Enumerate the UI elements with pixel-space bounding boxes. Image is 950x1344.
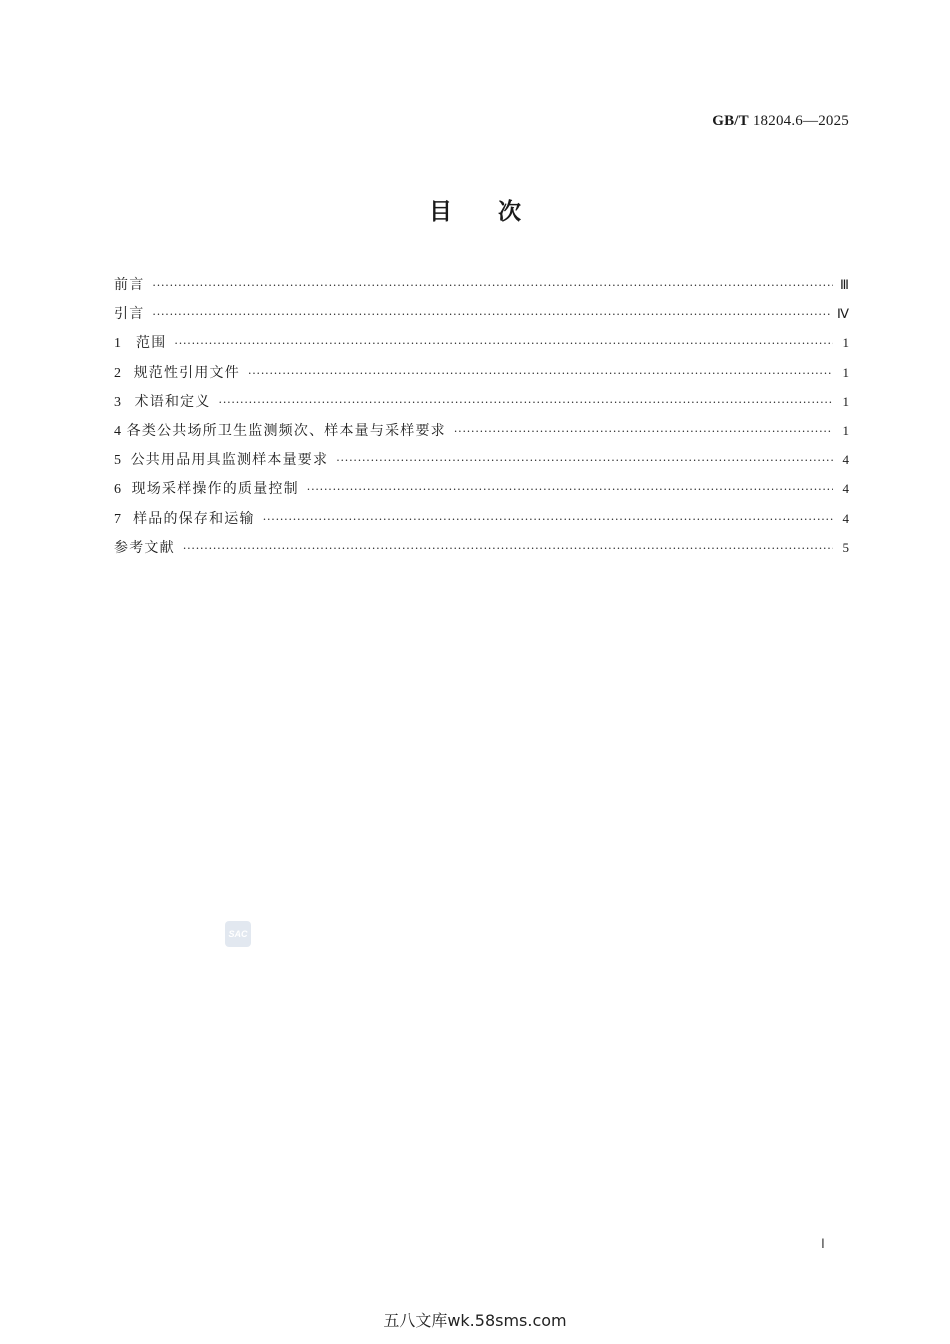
table-of-contents — [114, 270, 849, 562]
toc-entry[interactable] — [114, 504, 849, 533]
toc-leader-dots — [336, 446, 833, 475]
toc-entry-page: Ⅲ — [840, 277, 849, 292]
toc-entry-title: 样品的保存和运输 — [133, 510, 255, 527]
toc-entry[interactable] — [114, 358, 849, 387]
toc-entry-number: 4 — [114, 423, 121, 439]
toc-entry-number: 1 — [114, 336, 121, 352]
toc-entry-number: 5 — [114, 453, 121, 469]
toc-entry-title: 规范性引用文件 — [133, 364, 240, 381]
toc-entry-page: Ⅳ — [837, 306, 849, 322]
toc-leader-dots — [174, 329, 833, 358]
toc-entry-number: 3 — [114, 394, 121, 410]
toc-entry-title: 术语和定义 — [134, 393, 211, 410]
toc-entry-page: 4 — [842, 452, 849, 468]
toc-entry-title: 参考文献 — [114, 539, 175, 556]
toc-entry[interactable] — [114, 387, 849, 416]
toc-leader-dots — [248, 359, 833, 388]
page-title: 目 次 — [429, 199, 521, 225]
toc-leader-dots — [183, 534, 833, 563]
toc-entry-page: 1 — [842, 364, 849, 380]
toc-entry-title: 范围 — [136, 335, 167, 352]
toc-leader-dots — [219, 388, 833, 417]
toc-entry-page: 1 — [842, 393, 849, 409]
toc-entry[interactable] — [114, 299, 849, 328]
toc-entry-number: 6 — [114, 482, 121, 498]
standard-prefix: GB/T — [712, 113, 749, 129]
standard-number: 18204.6—2025 — [752, 113, 849, 129]
toc-entry-title: 现场采样操作的质量控制 — [131, 481, 299, 498]
toc-entry[interactable] — [114, 270, 849, 299]
toc-entry[interactable] — [114, 445, 849, 474]
toc-entry-title: 各类公共场所卫生监测频次、样本量与采样要求 — [126, 422, 446, 439]
toc-leader-dots — [152, 271, 833, 300]
toc-entry-page: 5 — [842, 539, 849, 555]
toc-entry[interactable] — [114, 533, 849, 562]
toc-entry-number: 2 — [114, 365, 121, 381]
toc-entry-page: 4 — [842, 510, 849, 526]
toc-leader-dots — [152, 300, 831, 329]
toc-leader-dots — [307, 475, 833, 504]
standard-code — [712, 113, 849, 130]
footer-watermark: 五八文库wk.58sms.com — [383, 1311, 567, 1330]
toc-entry[interactable] — [114, 328, 849, 357]
toc-entry-title: 引言 — [114, 306, 145, 323]
toc-entry-title: 前言 — [114, 277, 145, 293]
toc-entry-title: 公共用品用具监测样本量要求 — [130, 452, 329, 469]
toc-leader-dots — [263, 505, 833, 534]
toc-entry-page: 4 — [842, 481, 849, 497]
toc-entry[interactable] — [114, 474, 849, 503]
toc-entry-page: 1 — [842, 335, 849, 351]
toc-entry[interactable] — [114, 416, 849, 445]
page-number: Ⅰ — [821, 1236, 825, 1251]
sac-logo: SAC — [225, 921, 251, 947]
toc-entry-page: 1 — [842, 422, 849, 438]
toc-entry-number: 7 — [114, 511, 121, 527]
toc-leader-dots — [454, 417, 833, 446]
